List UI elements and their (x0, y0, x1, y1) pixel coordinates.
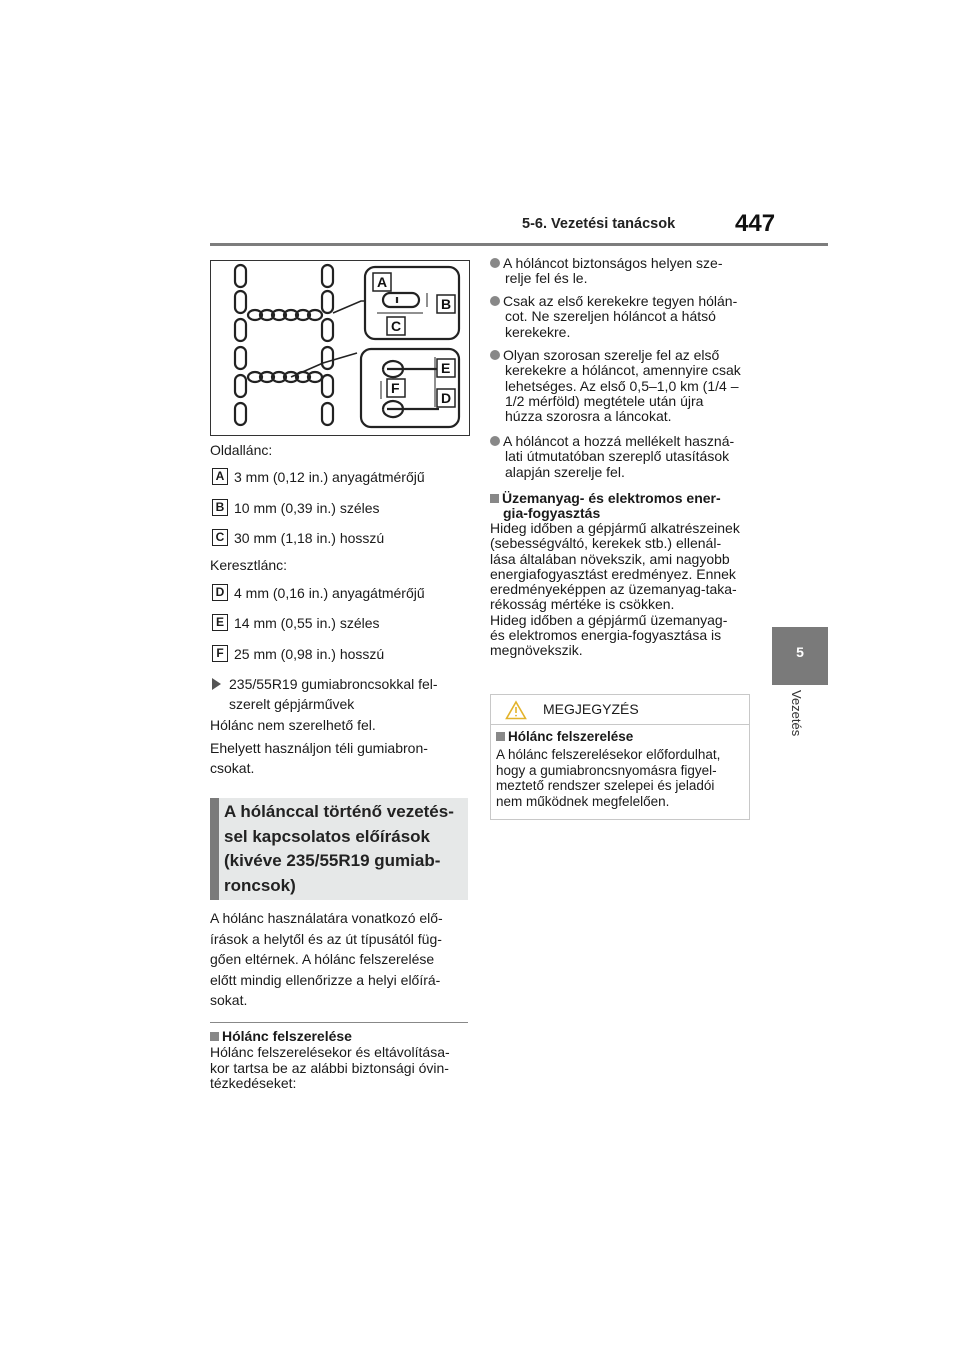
bullet-item (490, 256, 752, 287)
arrow-icon (212, 678, 221, 690)
bullet-line: húzza szorosra a láncokat. (505, 408, 672, 425)
spec-text: 3 mm (0,12 in.) anyagátmérőjű (234, 469, 425, 485)
winter-tire-text (210, 738, 428, 778)
bullet-line: 1/2 mérföld) megtétele után újra (505, 392, 704, 409)
spec-item (212, 614, 380, 632)
sub-heading (210, 1027, 352, 1045)
spec-label: B (212, 499, 228, 516)
bullet-line: A hóláncot biztonságos helyen sze- (503, 255, 723, 271)
body-line: kor tartsa be az alábbi biztonsági óvin- (210, 1059, 449, 1076)
spec-item (212, 529, 384, 547)
spec-text: 30 mm (1,18 in.) hosszú (234, 530, 385, 546)
page-number: 447 (735, 210, 776, 237)
tire-note-line: 235/55R19 gumiabroncsokkal fel- (229, 676, 438, 692)
square-bullet-icon (210, 1032, 219, 1041)
snow-chain-figure (210, 260, 470, 436)
bullet-item (490, 294, 752, 340)
fig-label-a: A (377, 274, 388, 290)
bullet-line: kerekekre. (505, 323, 571, 340)
cross-chain-bottom (248, 372, 322, 382)
spec-text: 4 mm (0,16 in.) anyagátmérőjű (234, 585, 425, 601)
side-chain-title: Oldallánc: (210, 442, 273, 458)
sub-heading-text: Hólánc felszerelése (222, 1028, 352, 1044)
note-body (496, 747, 720, 809)
spec-label: E (212, 614, 228, 631)
spec-label: A (212, 468, 228, 485)
heading-line: Üzemanyag- és elektromos ener- (502, 490, 721, 506)
warning-triangle-icon (505, 700, 527, 720)
chapter-label (782, 690, 816, 760)
chapter-tab: 5 (772, 627, 828, 685)
body-line: rékosság mértéke is csökken. (490, 596, 675, 613)
side-chain-left (235, 265, 246, 425)
fig-label-e: E (441, 360, 451, 376)
winter-line: csokat. (210, 760, 255, 776)
note-sub-heading-text: Hólánc felszerelése (508, 729, 634, 744)
note-sub-heading (496, 729, 633, 744)
spec-item (212, 584, 425, 602)
spec-text: 25 mm (0,98 in.) hosszú (234, 646, 385, 662)
heading-line: A hólánccal történő vezetés- (224, 802, 454, 821)
bullet-line: Olyan szorosan szerelje fel az első (503, 347, 720, 363)
chapter-label-text: Vezetés (789, 690, 804, 737)
body-line: lása általában növekszik, ami nagyobb (490, 550, 730, 567)
body-line: A hólánc felszerelésekor előfordulhat, (496, 747, 721, 762)
section-body (210, 908, 443, 1011)
spec-text: 10 mm (0,39 in.) széles (234, 500, 380, 516)
bullet-line: alapján szerelje fel. (505, 463, 625, 480)
sub-divider (210, 1022, 468, 1023)
fuel-body (490, 521, 752, 659)
body-line: Hideg időben a gépjármű alkatrészeinek (490, 520, 740, 536)
heading-line: (kivéve 235/55R19 gumiab- (224, 851, 441, 870)
note-box (490, 694, 750, 820)
no-chain-text: Hólánc nem szerelhető fel. (210, 717, 376, 733)
note-header (491, 695, 749, 725)
cross-chain-title: Keresztlánc: (210, 557, 288, 573)
body-line: Hideg időben a gépjármű üzemanyag- (490, 611, 728, 628)
body-line: írások a helytől és az út típusától füg- (210, 930, 442, 947)
bullet-line: kerekekre a hóláncot, amennyire csak (505, 362, 741, 379)
section-heading-box (210, 798, 468, 900)
header-rule (210, 243, 828, 246)
body-line: eredményeképpen az üzemanyag-taka- (490, 581, 737, 598)
spec-item (212, 645, 384, 663)
body-line: hogy a gumiabroncsnyomásra figyel- (496, 762, 717, 778)
spec-item (212, 468, 425, 486)
bullet-dot-icon (490, 258, 500, 268)
tire-note-line: szerelt gépjárművek (229, 696, 355, 712)
tire-note (212, 674, 438, 714)
note-title: MEGJEGYZÉS (543, 701, 639, 717)
cross-chain-top (248, 310, 322, 320)
bullet-dot-icon (490, 296, 500, 306)
spec-text: 14 mm (0,55 in.) széles (234, 615, 380, 631)
bullet-dot-icon (490, 436, 500, 446)
bullet-line: lehetséges. Az első 0,5–1,0 km (1/4 – (505, 377, 739, 394)
heading-line: gia-fogyasztás (503, 505, 601, 522)
bullet-line: lati útmutatóban szereplő utasítások (505, 448, 730, 465)
bullet-dot-icon (490, 350, 500, 360)
heading-bar (210, 798, 219, 900)
square-bullet-icon (490, 494, 499, 503)
sub-body (210, 1045, 450, 1092)
body-line: sokat. (210, 992, 248, 1008)
fig-label-d: D (441, 390, 452, 406)
bullet-item (490, 434, 752, 480)
spec-label: D (212, 584, 228, 601)
fig-label-f: F (391, 380, 400, 396)
heading-line: roncsok) (224, 875, 296, 895)
section-heading (224, 800, 464, 898)
bullet-line: cot. Ne szereljen hóláncot a hátsó (505, 308, 716, 325)
body-line: A hólánc használatára vonatkozó elő- (210, 910, 443, 926)
body-line: meztető rendszer szelepei és jeladói (496, 778, 715, 793)
bullet-line: Csak az első kerekekre tegyen hólán- (503, 293, 738, 309)
section-title: 5-6. Vezetési tanácsok (522, 216, 676, 232)
body-line: Hólánc felszerelésekor és eltávolítása- (210, 1044, 450, 1060)
body-line: tézkedéseket: (210, 1075, 297, 1091)
body-line: előtt mindig ellenőrizze a helyi előírá- (210, 971, 441, 988)
bullet-item (490, 348, 752, 424)
body-line: energiafogyasztást eredményez. Ennek (490, 565, 736, 582)
body-line: és elektromos energia-fogyasztása is (490, 627, 722, 644)
body-line: megnövekszik. (490, 642, 583, 659)
winter-line: Ehelyett használjon téli gumiabron- (210, 740, 428, 756)
body-line: nem működnek megfelelően. (496, 793, 670, 809)
body-line: gően eltérnek. A hólánc felszerelése (210, 951, 435, 967)
spec-item (212, 499, 380, 517)
fig-label-b: B (441, 296, 452, 312)
fig-label-c: C (391, 318, 402, 334)
bullet-line: relje fel és le. (505, 270, 588, 287)
fuel-heading (490, 491, 752, 522)
side-chain-right (322, 265, 333, 425)
bullet-line: A hóláncot a hozzá mellékelt haszná- (503, 433, 735, 449)
chain-illustration (211, 261, 469, 435)
square-bullet-icon (496, 732, 505, 741)
heading-line: sel kapcsolatos előírások (224, 826, 430, 846)
spec-label: C (212, 529, 228, 546)
body-line: (sebességváltó, kerekek stb.) ellenál- (490, 535, 722, 552)
spec-label: F (212, 645, 228, 662)
